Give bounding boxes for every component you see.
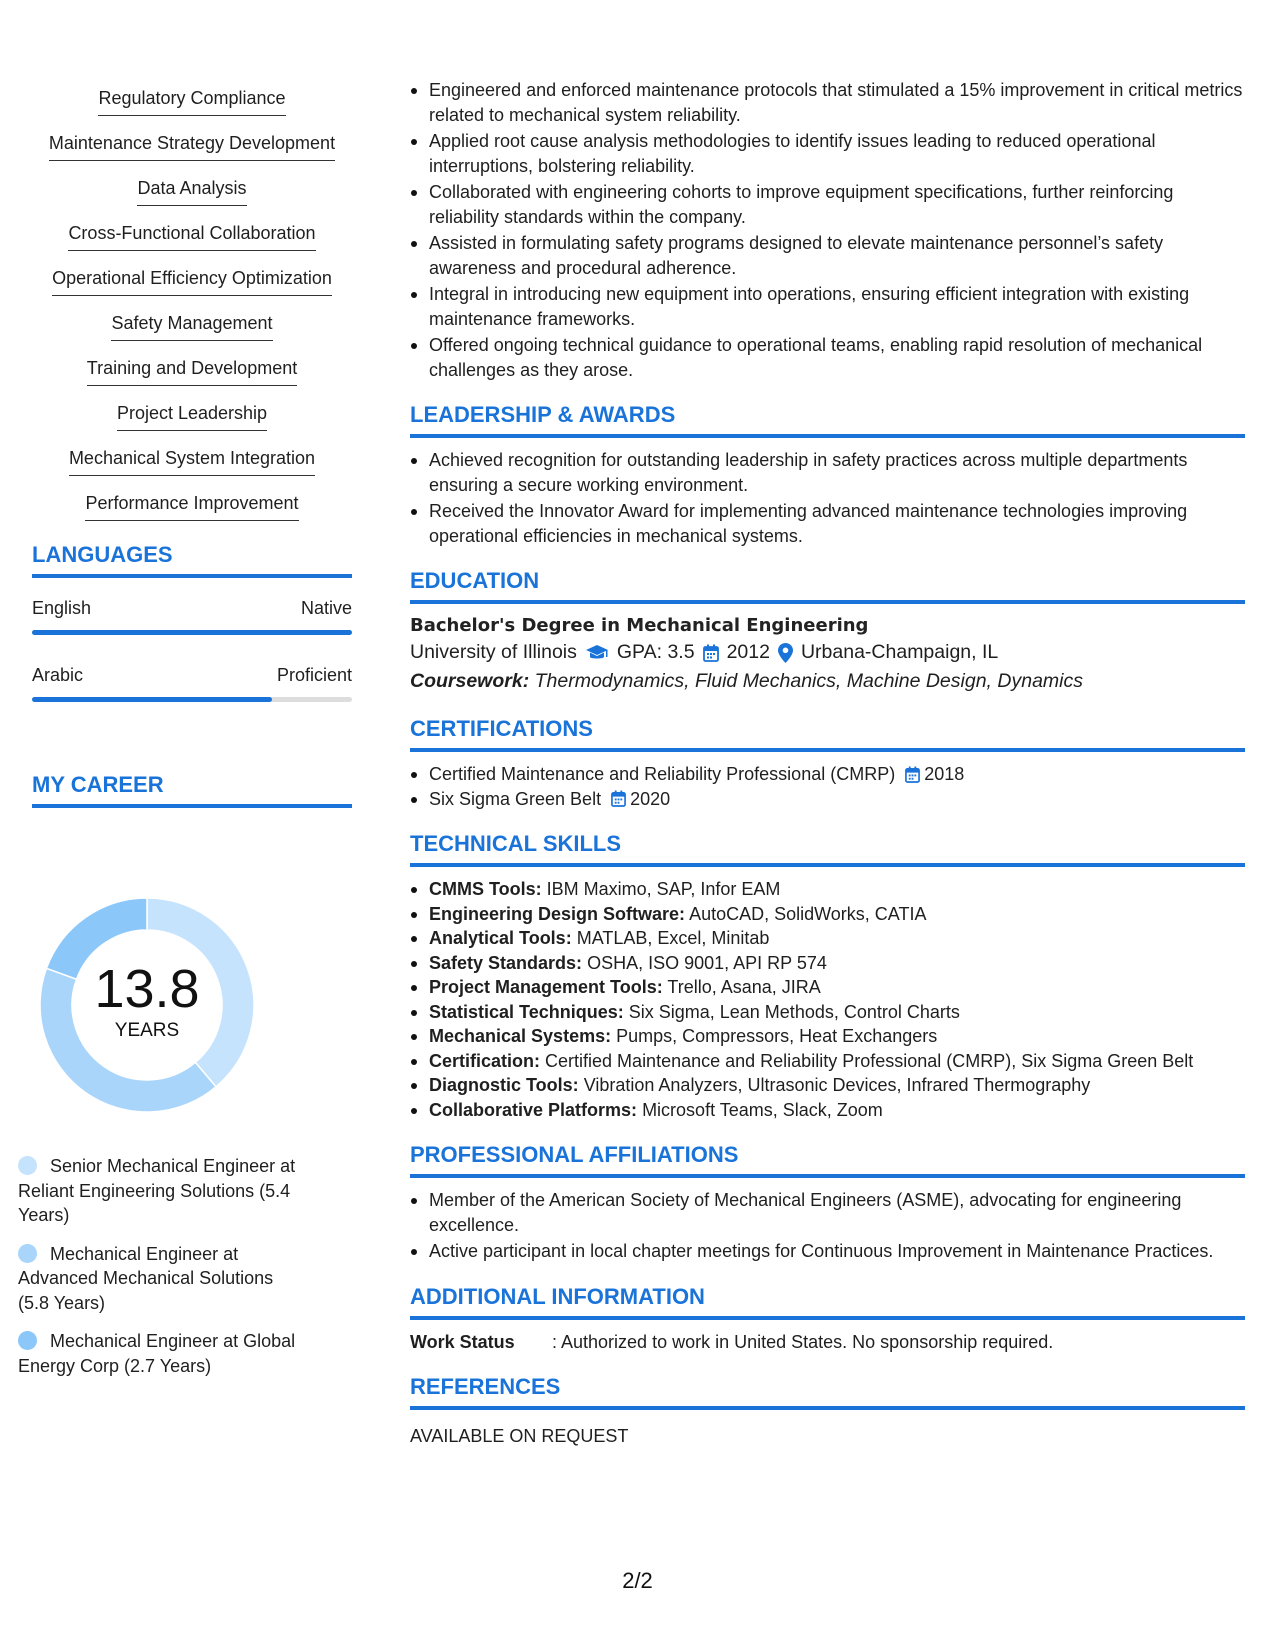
technical-skill-item <box>410 1000 1245 1025</box>
skill-item <box>32 311 352 356</box>
skill-label: Cross-Functional Collaboration <box>68 221 315 251</box>
education-section <box>410 566 1245 696</box>
affiliations-heading: PROFESSIONAL AFFILIATIONS <box>410 1140 1245 1178</box>
technical-skill-item <box>410 1049 1245 1074</box>
technical-skill-value: AutoCAD, SolidWorks, CATIA <box>689 903 927 924</box>
work-status-row <box>410 1330 1245 1354</box>
language-proficiency-bar <box>32 697 352 702</box>
experience-bullet: Offered ongoing technical guidance to operational teams, enabling rapid resolution of mechanical challenges as they arose. <box>410 333 1245 382</box>
skill-label: Regulatory Compliance <box>98 86 285 116</box>
technical-skill-value: Microsoft Teams, Slack, Zoom <box>642 1099 883 1120</box>
calendar-icon <box>611 790 626 807</box>
language-proficiency-bar <box>32 630 352 635</box>
technical-skill-value: Certified Maintenance and Reliability Professional (CMRP), Six Sigma Green Belt <box>545 1050 1194 1071</box>
career-legend-dot <box>18 1156 37 1175</box>
experience-bullet: Assisted in formulating safety programs designed to elevate maintenance personnel’s safety awareness and procedural adherence. <box>410 231 1245 280</box>
language-proficiency-fill <box>32 697 272 702</box>
experience-bullet: Applied root cause analysis methodologies to identify issues leading to reduced operational interruptions, bolstering reliability. <box>410 129 1245 178</box>
technical-skill-value: IBM Maximo, SAP, Infor EAM <box>546 879 781 899</box>
calendar-icon <box>905 766 920 783</box>
additional-info-section <box>410 1282 1245 1354</box>
technical-skill-label: Diagnostic Tools: <box>429 1075 579 1095</box>
education-heading: EDUCATION <box>410 566 1245 604</box>
skill-item <box>32 401 352 446</box>
page-number: 2/2 <box>622 1568 653 1593</box>
technical-skills-section <box>410 829 1245 1122</box>
skill-item <box>32 86 352 131</box>
location-pin-icon <box>778 643 793 663</box>
technical-skill-item <box>410 1024 1245 1049</box>
experience-bullet: Collaborated with engineering cohorts to improve equipment specifications, further reinforcing reliability standards within the company. <box>410 180 1245 229</box>
work-status-value: : Authorized to work in United States. No sponsorship required. <box>552 1331 1054 1352</box>
education-coursework <box>410 667 1245 696</box>
certification-year: 2018 <box>924 764 965 784</box>
experience-bullet: Engineered and enforced maintenance protocols that stimulated a 15% improvement in critical metrics related to mechanical system reliability. <box>410 78 1245 127</box>
career-item-text: Mechanical Engineer at Global Energy Corp (2.7 Years) <box>18 1331 296 1376</box>
awards-section <box>410 400 1245 548</box>
education-gpa: GPA: 3.5 <box>616 641 695 663</box>
work-status-label: Work Status <box>410 1331 515 1352</box>
technical-skill-item <box>410 975 1245 1000</box>
skill-item <box>32 131 352 176</box>
skills-list <box>32 86 352 536</box>
career-item <box>18 1242 308 1316</box>
award-item: Received the Innovator Award for implementing advanced maintenance technologies improving operational efficiencies in mechanical systems. <box>410 499 1245 548</box>
skill-label: Training and Development <box>87 356 297 386</box>
languages-heading: LANGUAGES <box>32 540 352 578</box>
skill-label: Maintenance Strategy Development <box>49 131 335 161</box>
language-row <box>32 663 352 702</box>
career-heading: MY CAREER <box>32 770 352 808</box>
affiliations-section <box>410 1140 1245 1264</box>
technical-skill-value: Pumps, Compressors, Heat Exchangers <box>616 1026 938 1046</box>
technical-skill-label: Collaborative Platforms: <box>429 1099 638 1120</box>
technical-skill-item <box>410 902 1245 927</box>
affiliations-list <box>410 1188 1245 1264</box>
skill-label: Project Leadership <box>117 401 267 431</box>
technical-skill-value: Six Sigma, Lean Methods, Control Charts <box>628 1001 960 1022</box>
references-heading: REFERENCES <box>410 1372 1245 1410</box>
calendar-icon <box>703 644 719 662</box>
technical-skill-value: MATLAB, Excel, Minitab <box>576 928 770 948</box>
technical-skill-item <box>410 926 1245 951</box>
skill-label: Safety Management <box>111 311 272 341</box>
language-proficiency-fill <box>32 630 352 635</box>
certification-name: Six Sigma Green Belt <box>429 788 602 809</box>
career-legend-dot <box>18 1244 37 1263</box>
awards-list <box>410 448 1245 548</box>
additional-info-heading: ADDITIONAL INFORMATION <box>410 1282 1245 1320</box>
technical-skills-heading: TECHNICAL SKILLS <box>410 829 1245 867</box>
skill-label: Mechanical System Integration <box>69 446 315 476</box>
main-content <box>410 78 1245 1448</box>
certification-year: 2020 <box>630 788 671 809</box>
technical-skill-label: Statistical Techniques: <box>429 1001 624 1022</box>
skill-label: Performance Improvement <box>85 491 298 521</box>
donut-center <box>34 892 260 1118</box>
language-name: Arabic <box>32 665 84 685</box>
career-total-years: 13.8 <box>94 959 200 1019</box>
technical-skill-item <box>410 1073 1245 1098</box>
language-level: Native <box>300 598 352 618</box>
technical-skill-label: Analytical Tools: <box>429 928 572 948</box>
technical-skills-list <box>410 877 1245 1122</box>
education-meta <box>410 638 1245 667</box>
references-section <box>410 1372 1245 1448</box>
language-name: English <box>32 598 92 618</box>
awards-heading: LEADERSHIP & AWARDS <box>410 400 1245 438</box>
technical-skill-label: Safety Standards: <box>429 952 583 973</box>
award-item: Achieved recognition for outstanding leadership in safety practices across multiple departments ensuring a secure working environment. <box>410 448 1245 497</box>
technical-skill-label: CMMS Tools: <box>429 879 542 899</box>
coursework-label: Coursework: <box>410 670 530 692</box>
skill-item <box>32 446 352 491</box>
career-total-unit: YEARS <box>114 1020 180 1041</box>
career-item-text: Senior Mechanical Engineer at Reliant Engineering Solutions (5.4 Years) <box>18 1156 296 1225</box>
language-level: Proficient <box>276 665 352 685</box>
skill-item <box>32 221 352 266</box>
technical-skill-item <box>410 951 1245 976</box>
technical-skill-label: Project Management Tools: <box>429 977 663 997</box>
career-list <box>18 1154 308 1392</box>
certifications-heading: CERTIFICATIONS <box>410 714 1245 752</box>
skill-label: Operational Efficiency Optimization <box>52 266 332 296</box>
certification-name: Certified Maintenance and Reliability Professional (CMRP) <box>429 764 896 784</box>
references-text: AVAILABLE ON REQUEST <box>410 1425 629 1446</box>
technical-skill-value: Trello, Asana, JIRA <box>667 977 821 997</box>
skill-label: Data Analysis <box>137 176 246 206</box>
certification-item <box>410 787 1245 812</box>
technical-skill-label: Certification: <box>429 1050 541 1071</box>
education-year: 2012 <box>726 641 770 663</box>
skill-item <box>32 266 352 311</box>
career-donut-chart <box>34 892 260 1118</box>
technical-skill-item <box>410 1098 1245 1123</box>
experience-bullets <box>410 78 1245 382</box>
experience-bullet: Integral in introducing new equipment into operations, ensuring efficient integration with existing maintenance frameworks. <box>410 282 1245 331</box>
skill-item <box>32 356 352 401</box>
education-location: Urbana-Champaign, IL <box>800 641 999 663</box>
affiliation-item: Active participant in local chapter meetings for Continuous Improvement in Maintenance Practices. <box>410 1239 1245 1264</box>
certification-item <box>410 762 1245 787</box>
graduation-cap-icon <box>585 644 609 662</box>
certifications-section <box>410 714 1245 811</box>
technical-skill-value: OSHA, ISO 9001, API RP 574 <box>587 952 827 973</box>
technical-skill-item <box>410 877 1245 902</box>
career-item-text: Mechanical Engineer at Advanced Mechanical Solutions (5.8 Years) <box>18 1243 274 1313</box>
education-degree: Bachelor's Degree in Mechanical Engineering <box>410 615 869 636</box>
affiliation-item: Member of the American Society of Mechanical Engineers (ASME), advocating for engineering excellence. <box>410 1188 1245 1237</box>
coursework-list: Thermodynamics, Fluid Mechanics, Machine Design, Dynamics <box>534 670 1083 692</box>
technical-skill-value: Vibration Analyzers, Ultrasonic Devices, Infrared Thermography <box>583 1075 1091 1095</box>
career-legend-dot <box>18 1331 37 1350</box>
career-item <box>18 1329 308 1378</box>
education-school: University of Illinois <box>410 641 577 663</box>
technical-skill-label: Mechanical Systems: <box>429 1026 612 1046</box>
language-row <box>32 596 352 635</box>
career-item <box>18 1154 308 1228</box>
skill-item <box>32 491 352 536</box>
certifications-list <box>410 762 1245 811</box>
skill-item <box>32 176 352 221</box>
technical-skill-label: Engineering Design Software: <box>429 903 686 924</box>
